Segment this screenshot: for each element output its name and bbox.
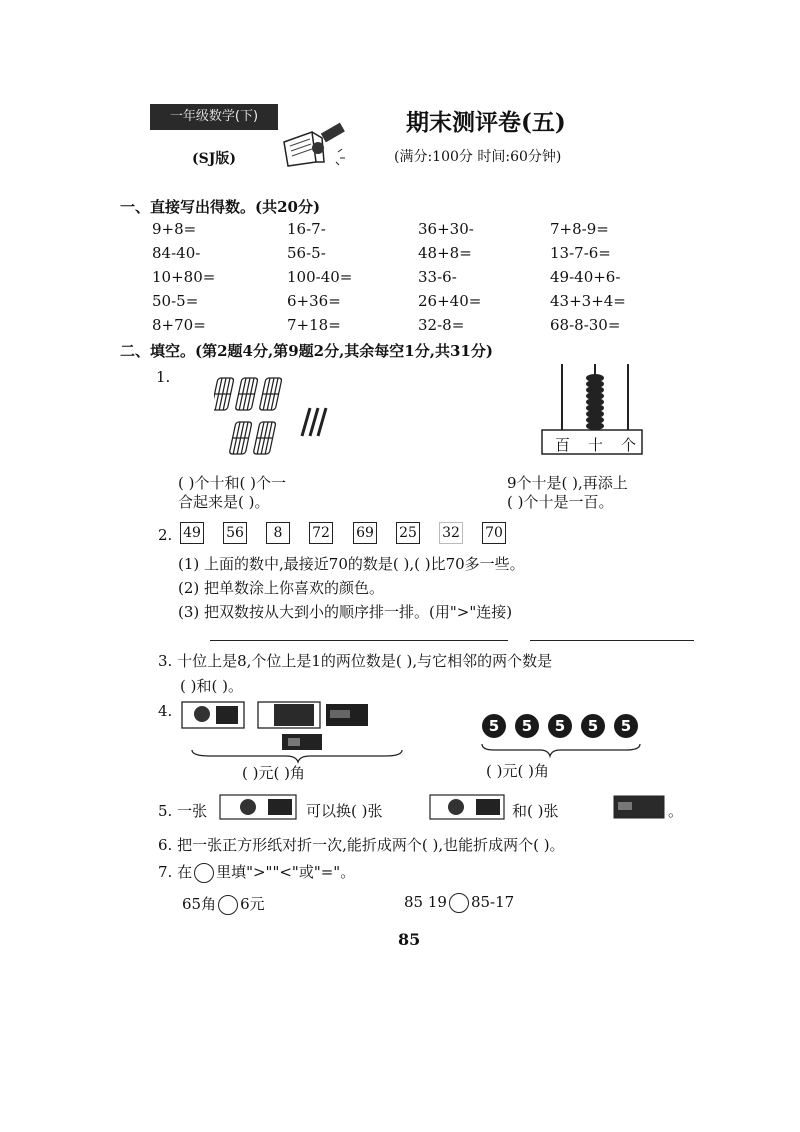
coin-5-jiao: 5 bbox=[581, 714, 605, 738]
calc-item: 43+3+4= bbox=[550, 292, 626, 310]
calc-item: 50-5= bbox=[152, 292, 199, 310]
banknote-1-yuan-icon bbox=[612, 794, 666, 820]
q6-text: 6. 把一张正方形纸对折一次,能折成两个( ),也能折成两个( )。 bbox=[158, 836, 565, 854]
q2-sub2: (2) 把单数涂上你喜欢的颜色。 bbox=[178, 579, 385, 597]
section1-heading: 一、直接写出得数。(共20分) bbox=[120, 198, 321, 216]
q2-sub3: (3) 把双数按从大到小的顺序排一排。(用">"连接) bbox=[178, 603, 513, 621]
calc-item: 7+18= bbox=[287, 316, 341, 334]
q3-line1: 3. 十位上是8,个位上是1的两位数是( ),与它相邻的两个数是 bbox=[158, 652, 553, 670]
abacus-label-tens: 十 bbox=[588, 436, 604, 454]
calc-item: 33-6- bbox=[418, 268, 457, 286]
book-pencil-illustration bbox=[282, 122, 352, 168]
q4-left-answer: ( )元( )角 bbox=[242, 764, 305, 782]
q1-left-line1: ( )个十和( )个一 bbox=[178, 474, 286, 492]
q7-ex1-left: 65角 bbox=[182, 895, 217, 913]
section2-heading: 二、填空。(第2题4分,第9题2分,其余每空1分,共31分) bbox=[120, 342, 493, 360]
q1-left-line2: 合起来是( )。 bbox=[178, 493, 270, 511]
calc-item: 7+8-9= bbox=[550, 220, 609, 238]
coin-5-jiao: 5 bbox=[614, 714, 638, 738]
abacus-label-hundreds: 百 bbox=[555, 436, 571, 454]
banknote-10-yuan-icon bbox=[218, 792, 300, 822]
calc-item: 8+70= bbox=[152, 316, 206, 334]
q2-number: 2. bbox=[158, 526, 173, 544]
q7-exercise-1 bbox=[182, 893, 265, 915]
q4-right-answer: ( )元( )角 bbox=[486, 762, 549, 780]
calc-item: 84-40- bbox=[152, 244, 201, 262]
q1-number: 1. bbox=[156, 368, 171, 386]
number-card: 8 bbox=[266, 522, 290, 544]
answer-line[interactable] bbox=[530, 640, 694, 641]
q2-sub1: (1) 上面的数中,最接近70的数是( ),( )比70多一些。 bbox=[178, 555, 525, 573]
calc-item: 10+80= bbox=[152, 268, 216, 286]
calc-item: 68-8-30= bbox=[550, 316, 621, 334]
calc-item: 36+30- bbox=[418, 220, 474, 238]
calc-item: 48+8= bbox=[418, 244, 472, 262]
number-card: 56 bbox=[223, 522, 247, 544]
calc-item: 9+8= bbox=[152, 220, 197, 238]
calc-item: 16-7- bbox=[287, 220, 326, 238]
answer-line[interactable] bbox=[210, 640, 508, 641]
number-card: 49 bbox=[180, 522, 204, 544]
q5-text-c: 和( )张 bbox=[512, 802, 559, 820]
answer-circle[interactable] bbox=[449, 893, 469, 913]
calc-item: 100-40= bbox=[287, 268, 353, 286]
number-card: 25 bbox=[396, 522, 420, 544]
q5-text-a: 5. 一张 bbox=[158, 802, 208, 820]
q7-exercise-2 bbox=[404, 893, 514, 913]
coin-5-jiao: 5 bbox=[515, 714, 539, 738]
answer-circle[interactable] bbox=[218, 895, 238, 915]
page-number: 85 bbox=[398, 930, 421, 949]
number-card: 72 bbox=[309, 522, 333, 544]
calc-item: 56-5- bbox=[287, 244, 326, 262]
q1-right-line1: 9个十是( ),再添上 bbox=[507, 474, 628, 492]
q5-text-b: 可以换( )张 bbox=[306, 802, 383, 820]
abacus-label-ones: 个 bbox=[621, 436, 637, 454]
q7-instruction bbox=[158, 861, 355, 883]
right-brace bbox=[480, 742, 642, 758]
banknote-5-yuan-icon bbox=[428, 792, 508, 822]
stick-bundles-illustration bbox=[214, 372, 344, 462]
q7-ex2-right: 85-17 bbox=[470, 893, 515, 911]
grade-tag: 一年级数学(下) bbox=[150, 104, 278, 130]
q7-text-b: 里填">""<"或"="。 bbox=[216, 863, 356, 881]
page-title: 期末测评卷(五) bbox=[406, 109, 566, 136]
q1-right-line2: ( )个十是一百。 bbox=[507, 493, 614, 511]
score-time-info: (满分:100分 时间:60分钟) bbox=[394, 149, 562, 165]
number-card: 32 bbox=[439, 522, 463, 544]
q4-number: 4. bbox=[158, 702, 173, 720]
calc-item: 6+36= bbox=[287, 292, 341, 310]
calc-item: 26+40= bbox=[418, 292, 482, 310]
q7-ex1-right: 6元 bbox=[240, 895, 265, 913]
q7-text-a: 7. 在 bbox=[158, 863, 193, 881]
number-card: 69 bbox=[353, 522, 377, 544]
compare-circle-icon bbox=[194, 863, 214, 883]
calc-item: 13-7-6= bbox=[550, 244, 611, 262]
edition-label: (SJ版) bbox=[192, 151, 236, 167]
number-card: 70 bbox=[482, 522, 506, 544]
calc-item: 32-8= bbox=[418, 316, 465, 334]
coin-5-jiao: 5 bbox=[548, 714, 572, 738]
q7-ex2-left: 85 19 bbox=[404, 893, 447, 911]
calc-item: 49-40+6- bbox=[550, 268, 621, 286]
q5-text-d: 。 bbox=[668, 802, 684, 820]
q3-line2: ( )和( )。 bbox=[180, 677, 243, 695]
coin-5-jiao: 5 bbox=[482, 714, 506, 738]
